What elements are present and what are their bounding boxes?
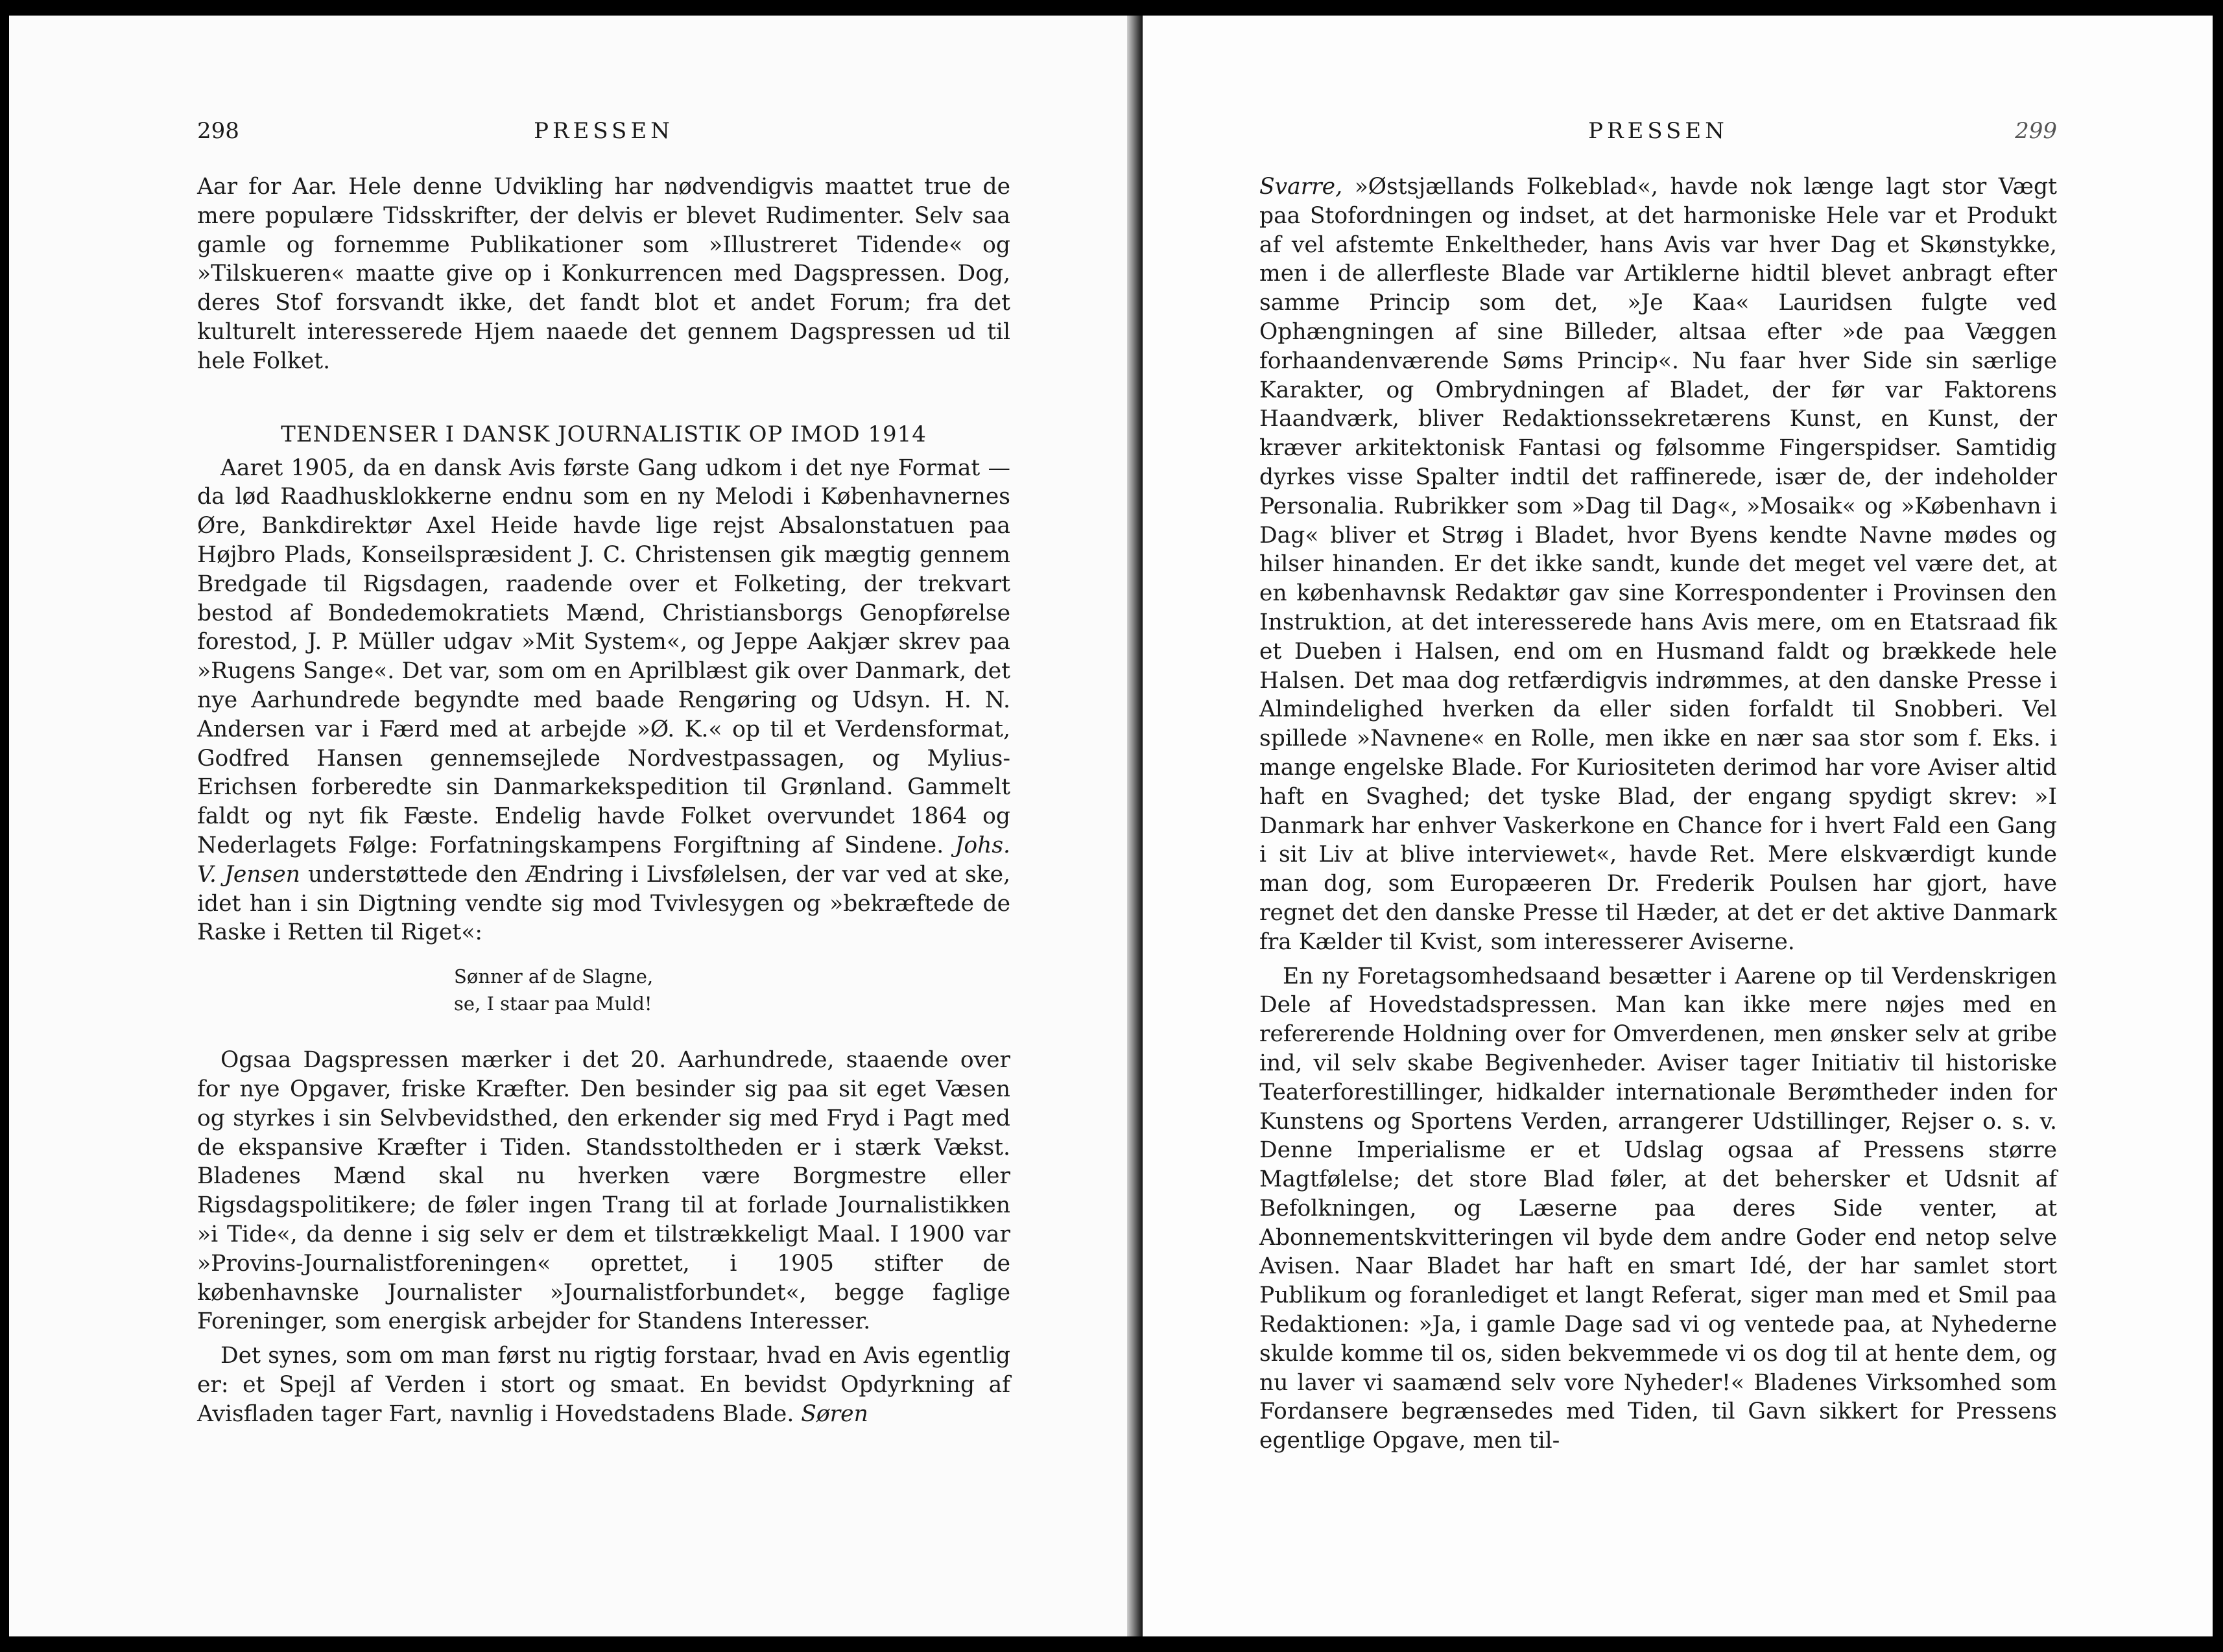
- right-paragraph-2: En ny Foretagsomhedsaand besætter i Aarene op til Verdenskrigen Dele af Hovedstadspressen. Man kan ikke mere nøjes med en refererende Holdning over for Omverdenen, men ønsker selv at gribe ind, vil selv skabe Begivenheder. Aviser tager Initiativ til historiske Teaterforestillinger, hidkalder internationale Berømtheder inden for Kunstens og Sportens Verden, arrangerer Udstillinger, Rejser o. s. v. Denne Imperialisme er et Udslag ogsaa af Pressens større Magtfølelse; det store Blad føler, at det behersker et Udsnit af Befolkningen, og Læserne paa deres Side venter, at Abonnementskvitteringen vil byde dem andre Goder end netop selve Avisen. Naar Bladet har haft en smart Idé, der har samlet stort Publikum og foranlediget et langt Referat, siger man med et Smil paa Redaktionen: »Ja, i gamle Dage sad vi og ventede paa, at Nyhederne skulde komme til os, siden bekvemmede vi os dog til at hente dem, og nu laver vi saamænd selv vore Nyheder!« Bladenes Virksomhed som Fordansere begrænsedes med Tiden, til Gavn sikkert for Pressens egentlige Opgave, men til-: [1259, 963, 2057, 1454]
- right-paragraph-1: [1259, 172, 2057, 957]
- left-paragraph-2-author: Johs. V. Jensen: [197, 832, 1010, 888]
- left-running-head: [197, 118, 1010, 144]
- right-page: [1143, 16, 2213, 1636]
- left-paragraph-4-name: Søren: [801, 1400, 868, 1427]
- left-paragraph-2-text-b: understøttede den Ændring i Livsfølelsen, der var ved at ske, idet han i sin Digtning vendte sig mod Tvivlesygen og »bekræftede de Raske i Retten til Riget«:: [197, 861, 1010, 946]
- right-page-number: 299: [2015, 118, 2057, 144]
- left-paragraph-4: [197, 1341, 1010, 1428]
- right-paragraph-1-text: »Østsjællands Folkeblad«, havde nok længe lagt stor Vægt paa Stofordningen og indset, at det harmoniske Hele var et Produkt af vel afstemte Enkeltheder, hans Avis var hver Dag et Skønstykke, men i de allerfleste Blade var Artiklerne hidtil blevet anbragt efter samme Princip som det, »Je Kaa« Lauridsen fulgte ved Ophængningen af sine Billeder, altsaa efter »de paa Væggen forhaandenværende Søms Princip«. Nu faar hver Side sin særlige Karakter, og Ombrydningen af Bladet, der før var Faktorens Haandværk, bliver Redaktionssekretærens Kunst, en Kunst, der kræver arkitektonisk Fantasi og følsomme Fingerspidser. Samtidig dyrkes visse Spalter indtil det raffinerede, især de, der indeholder Personalia. Rubrikker som »Dag til Dag«, »Mosaik« og »København i Dag« bliver et Strøg i Bladet, hvor Byens kendte Navne mødes og hilser hinanden. Er det ikke sandt, kunde det meget vel være det, at en københavnsk Redaktør gav sine Korrespondenter i Provinsen den Instruktion, at det interesserede hans Avis mere, om en Etatsraad fik et Dueben i Halsen, end om en Husmand faldt og brækkede hele Halsen. Det maa dog retfærdigvis indrømmes, at den danske Presse i Almindelighed hverken da eller siden forfaldt til Snobberi. Vel spillede »Navnene« en Rolle, men ikke en nær saa stor som f. Eks. i mange engelske Blade. For Kuriositeten derimod har vore Aviser altid haft en Svaghed; det tyske Blad, der engang spydigt skrev: »I Danmark har enhver Vaskerkone en Chance for i hvert Fald een Gang i sit Liv at blive interviewet«, havde Ret. Mere elskværdigt kunde man dog, som Europæeren Dr. Frederik Poulsen har gjort, have regnet det den danske Presse til Hæder, at det er det aktive Danmark fra Kælder til Kvist, som interesserer Aviserne.: [1259, 174, 2057, 955]
- left-running-title: PRESSEN: [534, 118, 674, 144]
- right-running-head: [1259, 118, 2057, 144]
- left-paragraph-3: Ogsaa Dagspressen mærker i det 20. Aarhundrede, staaende over for nye Opgaver, friske Kræfter. Den besinder sig paa sit eget Væsen og styrkes i sin Selvbevidsthed, den erkender sig med Fryd i Pagt med de ekspansive Kræfter i Tiden. Standsstoltheden er i stærk Vækst. Bladenes Mænd skal nu hverken være Borgmestre eller Rigsdagspolitikere; de føler ingen Trang til at forlade Journalistikken »i Tide«, da denne i sig selv er dem et tilstrækkeligt Maal. I 1900 var »Provins-Journalistforeningen« oprettet, i 1905 stifter de københavnske Journalister »Journalistforbundet«, begge faglige Foreninger, som energisk arbejder for Standens Interesser.: [197, 1047, 1010, 1335]
- verse-quote: [197, 963, 1010, 1017]
- verse-line-2: se, I staar paa Muld!: [454, 993, 652, 1015]
- left-paragraph-1: Aar for Aar. Hele denne Udvikling har nødvendigvis maattet true de mere populære Tidsskrifter, der delvis er blevet Rudimenter. Selv saa gamle og fornemme Publikationer som »Illustreret Tidende« og »Tilskueren« maatte give op i Konkurrencen med Dagspressen. Dog, deres Stof forsvandt ikke, det fandt blot et andet Forum; fra det kulturelt interesserede Hjem naaede det gennem Dagspressen ud til hele Folket.: [197, 174, 1010, 374]
- section-heading: TENDENSER I DANSK JOURNALISTIK OP IMOD 1914: [281, 421, 927, 447]
- left-paragraph-2-text-a: Aaret 1905, da en dansk Avis første Gang udkom i det nye Format — da lød Raadhusklokkerne endnu som en ny Melodi i Københavnernes Øre, Bankdirektør Axel Heide havde lige rejst Absalonstatuen paa Højbro Plads, Konseilspræsident J. C. Christensen gik mægtig gennem Bredgade til Rigsdagen, raadende over et Folketing, der trekvart bestod af Bondedemokratiets Mænd, Christiansborgs Genopførelse forestod, J. P. Müller udgav »Mit System«, og Jeppe Aakjær skrev paa »Rugens Sange«. Det var, som om en Aprilblæst gik over Danmark, det nye Aarhundrede begyndte med baade Rengøring og Udsyn. H. N. Andersen var i Færd med at arbejde »Ø. K.« op til et Verdensformat, Godfred Hansen gennemsejlede Nordvestpassagen, og Mylius-Erichsen forberedte sin Danmarkekspedition til Grønland. Gammelt faldt og nyt fik Fæste. Endelig havde Folket overvundet 1864 og Nederlagets Følge: Forfatningskampens Forgiftning af Sindene.: [197, 454, 1010, 858]
- verse-line-1: Sønner af de Slagne,: [454, 965, 654, 988]
- right-paragraph-1-name: Svarre,: [1259, 174, 1343, 200]
- left-paragraph-2: [197, 454, 1010, 948]
- left-page: [9, 16, 1127, 1636]
- left-page-number: 298: [197, 118, 239, 144]
- left-paragraph-4-text: Det synes, som om man først nu rigtig forstaar, hvad en Avis egentlig er: et Spejl af Verden i stort og smaat. En bevidst Opdyrkning af Avisfladen tager Fart, navnlig i Hovedstadens Blade.: [197, 1343, 1010, 1427]
- page-edge: [1127, 16, 1143, 1636]
- right-running-title: PRESSEN: [1588, 118, 1728, 144]
